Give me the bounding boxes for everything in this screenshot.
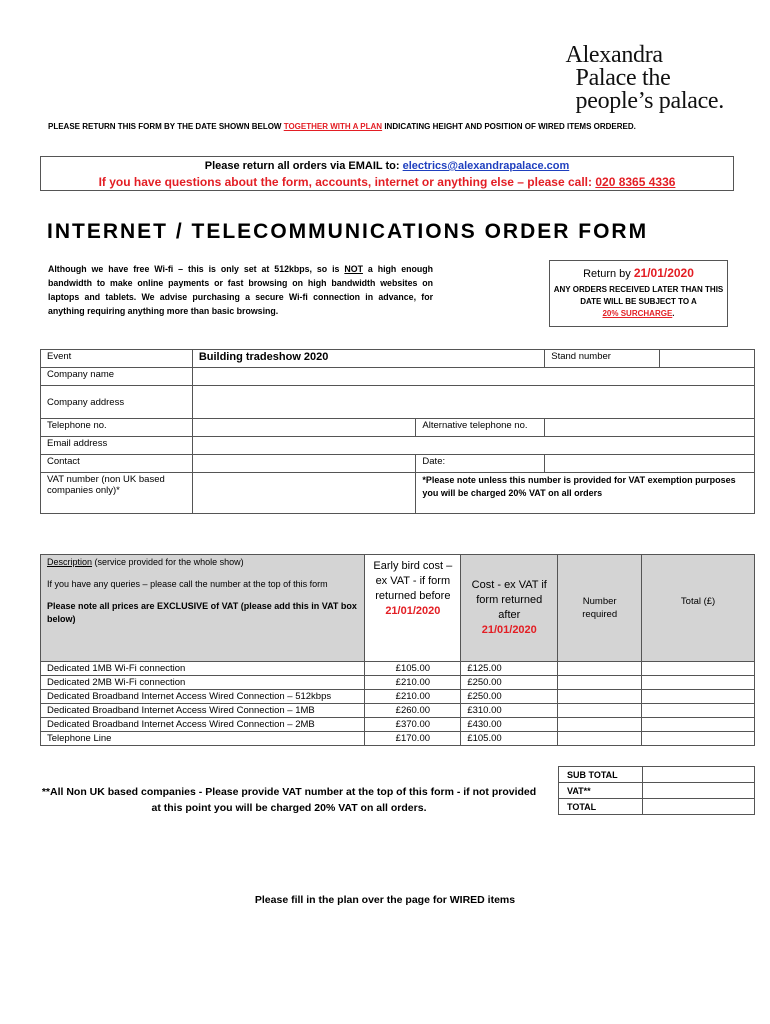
surcharge-text: 20% SURCHARGE [602, 309, 673, 318]
table-row [41, 676, 755, 690]
company-address-field[interactable] [192, 386, 754, 419]
row-number-field[interactable] [558, 732, 642, 746]
number-required-header: Number required [558, 555, 642, 662]
contact-box [40, 156, 734, 191]
row-total-field[interactable] [642, 732, 755, 746]
return-by-date: 21/01/2020 [633, 266, 694, 280]
email-address-field[interactable] [192, 437, 754, 455]
phone-number: 020 8365 4336 [595, 175, 676, 189]
fill-plan-note: Please fill in the plan over the page for WIRED items [254, 894, 516, 906]
row-late-price: £105.00 [461, 732, 558, 746]
customer-details-table [40, 349, 755, 514]
table-row [41, 732, 755, 746]
row-description: Dedicated Broadband Internet Access Wired Connection – 512kbps [41, 690, 365, 704]
email-link[interactable]: electrics@alexandrapalace.com [402, 160, 570, 172]
vat-exclusive-note: Please note all prices are EXCLUSIVE of VAT (please add this in VAT box below) [47, 601, 357, 624]
queries-note: If you have any queries – please call the number at the top of this form [47, 579, 328, 589]
return-by-line [550, 266, 727, 280]
row-total-field[interactable] [642, 704, 755, 718]
vat-label: VAT** [559, 783, 643, 799]
row-early-price: £370.00 [365, 718, 461, 732]
alt-telephone-field[interactable] [545, 419, 755, 437]
vat-footer-note: **All Non UK based companies - Please provide VAT number at the top of this form - if not provided at this point you will be charged 20% VAT on all orders. [41, 786, 537, 814]
company-name-field[interactable] [192, 368, 754, 386]
late-cost-header [461, 555, 558, 662]
table-row [41, 704, 755, 718]
wifi-note-part2: a high enough bandwidth to make online payments or fast browsing on high bandwidth websites on laptops and tablets. We advise purchasing a secure Wi-fi connection in advance, for anything requiring anything more than basic browsing. [48, 264, 433, 316]
table-row [41, 718, 755, 732]
telephone-label: Telephone no. [41, 419, 193, 437]
row-total-field[interactable] [642, 662, 755, 676]
form-title: INTERNET / TELECOMMUNICATIONS ORDER FORM [47, 220, 649, 243]
order-table-header [41, 555, 755, 662]
row-late-price: £125.00 [461, 662, 558, 676]
logo-line-2: Palace the [575, 65, 671, 91]
row-description: Dedicated 2MB Wi-Fi connection [41, 676, 365, 690]
sub-total-label: SUB TOTAL [559, 767, 643, 783]
vat-exemption-note: *Please note unless this number is provided for VAT exemption purposes you will be charged 20% VAT on all orders [416, 473, 755, 514]
wifi-note-part1: Although we have free Wi-fi – this is only set at 512kbps, so is [48, 264, 345, 274]
description-subtitle: (service provided for the whole show) [92, 557, 244, 567]
logo-line-3: people’s palace. [575, 88, 724, 114]
row-early-price: £210.00 [365, 676, 461, 690]
wifi-note [48, 262, 433, 318]
company-name-label: Company name [41, 368, 193, 386]
row-description: Dedicated 1MB Wi-Fi connection [41, 662, 365, 676]
row-late-price: £310.00 [461, 704, 558, 718]
row-number-field[interactable] [558, 718, 642, 732]
description-header [41, 555, 365, 662]
row-number-field[interactable] [558, 662, 642, 676]
row-early-price: £105.00 [365, 662, 461, 676]
telephone-field[interactable] [192, 419, 416, 437]
email-line [41, 160, 733, 172]
total-field[interactable] [642, 799, 754, 815]
vat-number-field[interactable] [192, 473, 416, 514]
row-description: Dedicated Broadband Internet Access Wired Connection – 2MB [41, 718, 365, 732]
row-total-field[interactable] [642, 718, 755, 732]
row-description: Dedicated Broadband Internet Access Wired Connection – 1MB [41, 704, 365, 718]
date-field[interactable] [545, 455, 755, 473]
late-cost-text: Cost - ex VAT if form returned after [471, 579, 547, 621]
row-late-price: £250.00 [461, 690, 558, 704]
notice-highlight: TOGETHER WITH A PLAN [283, 122, 383, 131]
early-bird-text: Early bird cost – ex VAT - if form returned before [373, 560, 453, 602]
late-order-text: ANY ORDERS RECEIVED LATER THAN THIS DATE WILL BE SUBJECT TO A [553, 285, 724, 306]
notice-part1: PLEASE RETURN THIS FORM BY THE DATE SHOWN BELOW [48, 122, 284, 131]
return-by-prefix: Return by [583, 268, 634, 280]
event-label: Event [41, 350, 193, 368]
row-number-field[interactable] [558, 704, 642, 718]
totals-table [558, 766, 755, 815]
sub-total-field[interactable] [642, 767, 754, 783]
early-bird-header [365, 555, 461, 662]
total-header: Total (£) [642, 555, 755, 662]
stand-number-field[interactable] [660, 350, 755, 368]
total-label: TOTAL [559, 799, 643, 815]
contact-field[interactable] [192, 455, 416, 473]
row-number-field[interactable] [558, 690, 642, 704]
table-row [41, 690, 755, 704]
row-number-field[interactable] [558, 676, 642, 690]
return-notice [48, 122, 636, 131]
alt-telephone-label: Alternative telephone no. [416, 419, 545, 437]
contact-label: Contact [41, 455, 193, 473]
row-total-field[interactable] [642, 676, 755, 690]
description-title: Description [47, 557, 93, 567]
order-table [40, 554, 755, 746]
table-row [41, 662, 755, 676]
company-address-label: Company address [41, 386, 193, 419]
vat-field[interactable] [642, 783, 754, 799]
notice-part2: INDICATING HEIGHT AND POSITION OF WIRED ITEMS ORDERED. [382, 122, 636, 131]
row-total-field[interactable] [642, 690, 755, 704]
phone-line [41, 175, 733, 189]
wifi-note-not: NOT [344, 264, 363, 274]
early-bird-date: 21/01/2020 [385, 605, 441, 617]
row-early-price: £170.00 [365, 732, 461, 746]
surcharge-period: . [672, 309, 675, 318]
row-late-price: £430.00 [461, 718, 558, 732]
email-address-label: Email address [41, 437, 193, 455]
late-cost-date: 21/01/2020 [481, 624, 537, 636]
row-early-price: £210.00 [365, 690, 461, 704]
stand-number-label: Stand number [545, 350, 660, 368]
event-field[interactable]: Building tradeshow 2020 [192, 350, 544, 368]
row-late-price: £250.00 [461, 676, 558, 690]
row-description: Telephone Line [41, 732, 365, 746]
return-by-box [549, 260, 728, 327]
email-prefix: Please return all orders via EMAIL to: [204, 160, 403, 172]
logo-line-1: Alexandra [565, 42, 663, 68]
vat-number-label: VAT number (non UK based companies only)* [41, 473, 193, 514]
row-early-price: £260.00 [365, 704, 461, 718]
late-order-warning [550, 284, 727, 320]
phone-prefix: If you have questions about the form, accounts, internet or anything else – please call: [98, 175, 596, 189]
alexandra-palace-logo [566, 44, 724, 113]
date-label: Date: [416, 455, 545, 473]
